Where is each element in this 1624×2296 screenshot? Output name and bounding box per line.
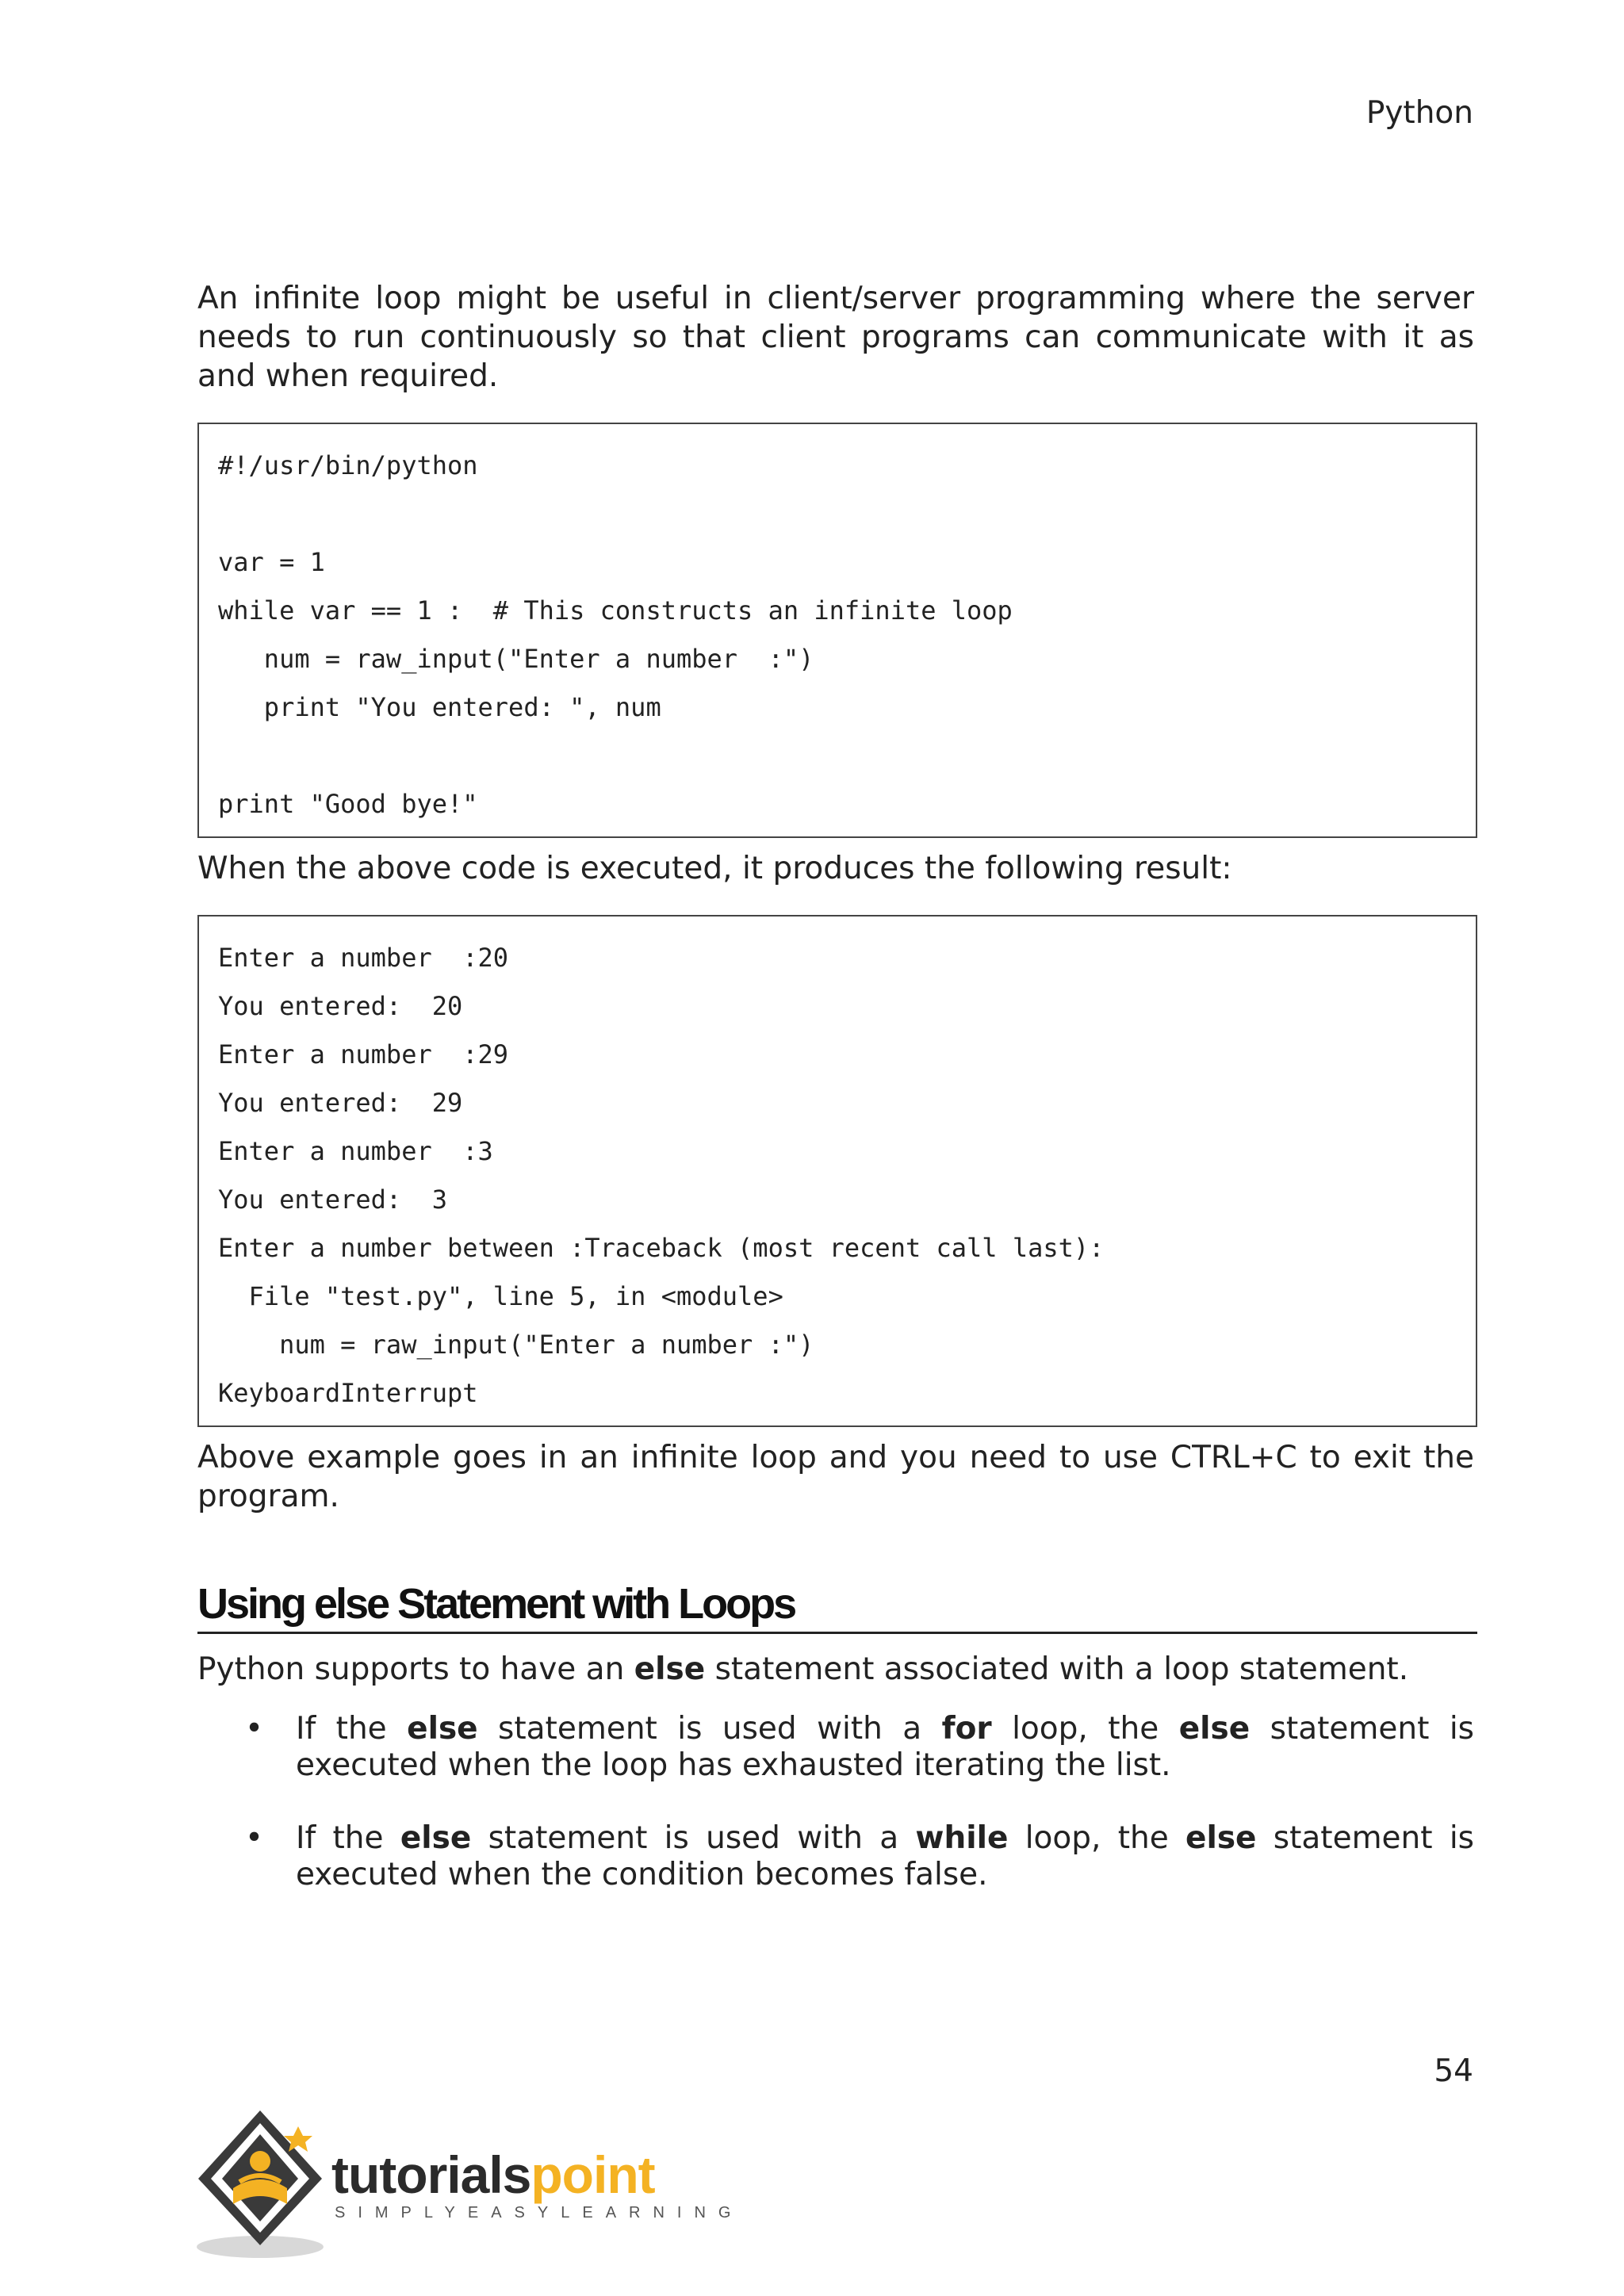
output-line: num = raw_input("Enter a number :") — [218, 1330, 814, 1360]
page-content — [197, 279, 1474, 1893]
bullet-bold: else — [1178, 1711, 1251, 1747]
bullet-text: loop, the — [991, 1711, 1179, 1747]
logo-word-point: point — [530, 2145, 655, 2204]
section-title: Using else Statement with Loops — [197, 1579, 1477, 1634]
output-line: You entered: 20 — [218, 991, 463, 1021]
code-listing — [197, 423, 1477, 838]
output-line: Enter a number :3 — [218, 1136, 493, 1166]
code-line: print "Good bye!" — [218, 789, 478, 819]
bullet-icon: • — [245, 1711, 264, 1747]
output-line: Enter a number :29 — [218, 1039, 509, 1070]
bullet-bold: else — [1185, 1820, 1257, 1856]
bullet-text: statement is executed when the condition becomes false. — [296, 1820, 1475, 1892]
logo-tagline: SIMPLYEASYLEARNING — [335, 2204, 744, 2221]
output-line: You entered: 3 — [218, 1184, 447, 1215]
page-number: 54 — [1434, 2053, 1473, 2089]
code-line: print "You entered: ", num — [218, 692, 661, 722]
after-paragraph: Above example goes in an infinite loop and you need to use CTRL+C to exit the program. — [197, 1440, 1474, 1514]
code-line: while var == 1 : # This constructs an infinite loop — [218, 595, 1013, 626]
bullet-text: If the — [296, 1820, 400, 1856]
running-header: Python — [1365, 95, 1473, 131]
bullet-text: loop, the — [1008, 1820, 1185, 1856]
tutorialspoint-logo — [193, 2106, 744, 2264]
bullet-text: statement is used with a — [471, 1820, 916, 1856]
output-line: File "test.py", line 5, in <module> — [218, 1281, 783, 1311]
bullet-text: If the — [296, 1711, 408, 1747]
bullet-icon: • — [245, 1820, 264, 1856]
bullet-item — [197, 1711, 1474, 1784]
bullet-bold: for — [941, 1711, 992, 1747]
section-intro-bold: else — [634, 1651, 706, 1687]
logo-word-tutorials: tutorials — [331, 2145, 531, 2204]
output-line: Enter a number :20 — [218, 943, 509, 973]
intro-paragraph: An infinite loop might be useful in client/server programming where the server needs to run continuously so that client programs can communicate with it as and when required. — [197, 281, 1474, 394]
bullet-bold: while — [915, 1820, 1009, 1856]
output-line: Enter a number between :Traceback (most recent call last): — [218, 1233, 1105, 1263]
result-intro: When the above code is executed, it produces the following result: — [197, 851, 1232, 886]
section-intro-text: statement associated with a loop statement. — [705, 1651, 1409, 1687]
bullet-text: statement is used with a — [477, 1711, 942, 1747]
bullet-text: statement is executed when the loop has exhausted iterating the list. — [296, 1711, 1474, 1783]
bullet-bold: else — [407, 1711, 478, 1747]
output-listing — [197, 915, 1477, 1427]
code-line: var = 1 — [218, 547, 325, 577]
section-intro-text: Python supports to have an — [197, 1651, 634, 1687]
bullet-bold: else — [400, 1820, 472, 1856]
output-line: You entered: 29 — [218, 1088, 463, 1118]
code-line — [218, 490, 1457, 538]
bullet-list — [197, 1711, 1474, 1893]
code-line: #!/usr/bin/python — [218, 450, 478, 480]
code-line: num = raw_input("Enter a number :") — [218, 644, 814, 674]
bullet-item — [197, 1820, 1474, 1893]
logo-wordmark — [331, 2147, 655, 2202]
output-line: KeyboardInterrupt — [218, 1378, 478, 1408]
code-line — [218, 732, 1457, 780]
section-intro — [197, 1650, 1474, 1689]
